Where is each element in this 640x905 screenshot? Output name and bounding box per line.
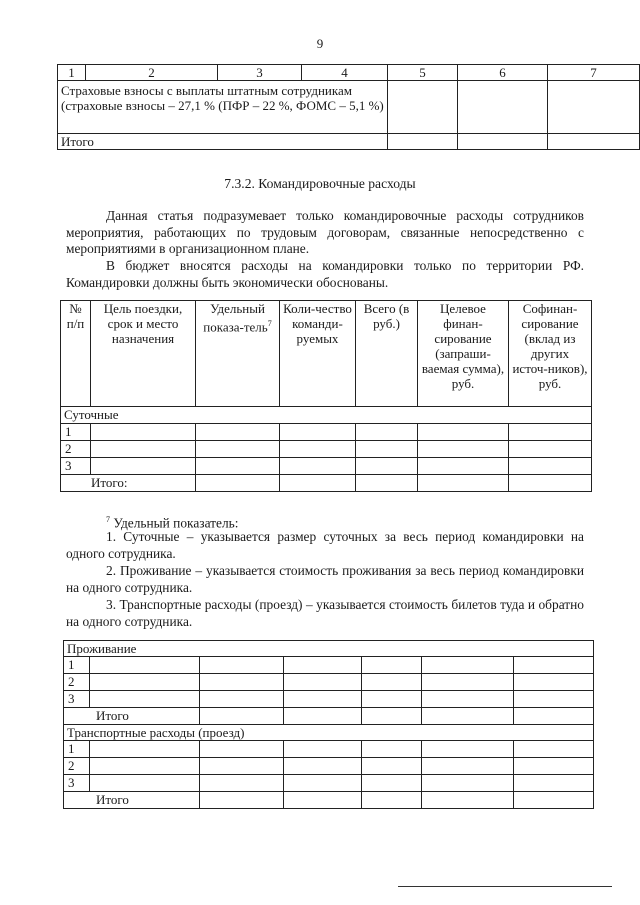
- table-cell: [422, 758, 514, 775]
- table-cell: [362, 741, 422, 758]
- total-label: Итого:: [61, 475, 196, 492]
- table-row: [64, 758, 594, 775]
- total-row: [61, 475, 592, 492]
- table-cell: [196, 458, 280, 475]
- travel-table: [60, 300, 592, 492]
- total-row: [64, 792, 594, 809]
- footnote-item: 3. Транспортные расходы (проезд) – указывается стоимость билетов туда и обратно на одного сотрудника.: [66, 597, 584, 629]
- col-number: 4: [302, 65, 388, 81]
- total-label: Итого: [64, 792, 200, 809]
- table-cell: [418, 475, 509, 492]
- table-row: [64, 741, 594, 758]
- table-cell: [196, 441, 280, 458]
- table-cell: [90, 741, 200, 758]
- table-cell: [548, 81, 640, 134]
- total-row: [64, 708, 594, 725]
- table-cell: [362, 708, 422, 725]
- table-row: [64, 657, 594, 674]
- total-label: Итого: [58, 134, 388, 150]
- table-cell: [458, 81, 548, 134]
- section-row: [64, 641, 594, 657]
- table-cell: [200, 775, 284, 792]
- table-cell: [514, 674, 594, 691]
- table-cell: [284, 657, 362, 674]
- table-cell: [418, 458, 509, 475]
- section-row: [64, 725, 594, 741]
- table-cell: [422, 775, 514, 792]
- table-cell: [514, 741, 594, 758]
- table-cell: [514, 775, 594, 792]
- table-cell: [196, 424, 280, 441]
- table-cell: [284, 674, 362, 691]
- col-number: 2: [86, 65, 218, 81]
- footer-rule: [398, 886, 612, 887]
- table-cell: [362, 657, 422, 674]
- col-number: 6: [458, 65, 548, 81]
- table-cell: [200, 691, 284, 708]
- table-cell: [362, 758, 422, 775]
- row-number: 2: [64, 674, 90, 691]
- table-cell: [284, 691, 362, 708]
- row-number: 2: [61, 441, 91, 458]
- row-number: 1: [61, 424, 91, 441]
- footnote-mark: 7: [106, 515, 110, 524]
- header-unit-rate: [196, 301, 280, 407]
- table-cell: [458, 134, 548, 150]
- col-number: 7: [548, 65, 640, 81]
- table-cell: [514, 758, 594, 775]
- table-cell: [284, 708, 362, 725]
- table-cell: [284, 758, 362, 775]
- table-cell: [200, 657, 284, 674]
- table-cell: [514, 708, 594, 725]
- table-cell: [196, 475, 280, 492]
- total-label: Итого: [64, 708, 200, 725]
- table-cell: [356, 475, 418, 492]
- table-cell: [280, 441, 356, 458]
- row-number: 3: [61, 458, 91, 475]
- section-accommodation: Проживание: [64, 641, 594, 657]
- section-row: [61, 407, 592, 424]
- table-cell: [91, 458, 196, 475]
- table-row: [58, 81, 640, 134]
- table-cell: [284, 792, 362, 809]
- paragraph: Данная статья подразумевает только командировочные расходы сотрудников мероприятия, работающих по трудовым договорам, связанные непосредственно с мероприятиями в организационном плане.: [66, 208, 584, 257]
- row-number: 2: [64, 758, 90, 775]
- table-cell: [90, 657, 200, 674]
- section-transport: Транспортные расходы (проезд): [64, 725, 594, 741]
- table-cell: [90, 775, 200, 792]
- footnote-item: 2. Проживание – указывается стоимость проживания за весь период командировки на одного сотрудника.: [66, 563, 584, 595]
- table-cell: [90, 691, 200, 708]
- table-row: [64, 674, 594, 691]
- table-cell: [200, 792, 284, 809]
- row-number: 3: [64, 691, 90, 708]
- insurance-label: Страховые взносы с выплаты штатным сотрудникам (страховые взносы – 27,1 % (ПФР – 22 %, ФОМС – 5,1 %): [58, 81, 388, 134]
- table-row: [61, 424, 592, 441]
- table-cell: [284, 741, 362, 758]
- table-cell: [548, 134, 640, 150]
- page-number: 9: [316, 36, 324, 51]
- footnote-title-text: Удельный показатель:: [113, 515, 239, 531]
- footnote-mark: 7: [267, 319, 272, 328]
- table-cell: [418, 441, 509, 458]
- header-cofunding: Софинан-сирование (вклад из других источ-ников), руб.: [509, 301, 592, 407]
- table-cell: [514, 691, 594, 708]
- table-row: [61, 441, 592, 458]
- header-number: № п/п: [61, 301, 91, 407]
- table-cell: [509, 441, 592, 458]
- table-cell: [200, 708, 284, 725]
- table-cell: [422, 792, 514, 809]
- header-count: Коли-чество команди-руемых: [280, 301, 356, 407]
- row-number: 1: [64, 741, 90, 758]
- table-cell: [356, 458, 418, 475]
- header-purpose: Цель поездки, срок и место назначения: [91, 301, 196, 407]
- col-number: 5: [388, 65, 458, 81]
- table-cell: [280, 458, 356, 475]
- insurance-table: [57, 64, 640, 150]
- table-cell: [422, 674, 514, 691]
- table-cell: [200, 741, 284, 758]
- accommodation-transport-table: [63, 640, 594, 809]
- table-cell: [90, 758, 200, 775]
- footnote-item: 1. Суточные – указывается размер суточных за весь период командировки на одного сотрудника.: [66, 529, 584, 561]
- table-cell: [418, 424, 509, 441]
- table-cell: [422, 741, 514, 758]
- table-header-row: [58, 65, 640, 81]
- table-cell: [514, 657, 594, 674]
- table-cell: [362, 691, 422, 708]
- table-cell: [90, 674, 200, 691]
- header-total: Всего (в руб.): [356, 301, 418, 407]
- table-row: [64, 691, 594, 708]
- header-target-funding: Целевое финан-сирование (запраши-ваемая сумма), руб.: [418, 301, 509, 407]
- table-cell: [362, 775, 422, 792]
- table-cell: [362, 674, 422, 691]
- table-cell: [422, 657, 514, 674]
- table-cell: [200, 674, 284, 691]
- table-cell: [388, 134, 458, 150]
- table-cell: [509, 475, 592, 492]
- table-cell: [356, 424, 418, 441]
- table-header-row: [61, 301, 592, 407]
- table-cell: [514, 792, 594, 809]
- table-cell: [280, 475, 356, 492]
- table-cell: [91, 424, 196, 441]
- table-cell: [422, 691, 514, 708]
- table-cell: [284, 775, 362, 792]
- table-cell: [91, 441, 196, 458]
- table-row: [64, 775, 594, 792]
- col-number: 1: [58, 65, 86, 81]
- header-unit-rate-text: Удельный показа-тель: [203, 301, 268, 335]
- paragraph: В бюджет вносятся расходы на командировки только по территории РФ. Командировки должны быть экономически обоснованы.: [66, 258, 584, 290]
- table-cell: [509, 424, 592, 441]
- table-cell: [422, 708, 514, 725]
- section-title: 7.3.2. Командировочные расходы: [224, 176, 416, 191]
- table-row: [61, 458, 592, 475]
- row-number: 3: [64, 775, 90, 792]
- row-number: 1: [64, 657, 90, 674]
- table-cell: [509, 458, 592, 475]
- section-daily: Суточные: [61, 407, 592, 424]
- total-row: [58, 134, 640, 150]
- table-cell: [356, 441, 418, 458]
- table-cell: [280, 424, 356, 441]
- table-cell: [200, 758, 284, 775]
- table-cell: [388, 81, 458, 134]
- col-number: 3: [218, 65, 302, 81]
- table-cell: [362, 792, 422, 809]
